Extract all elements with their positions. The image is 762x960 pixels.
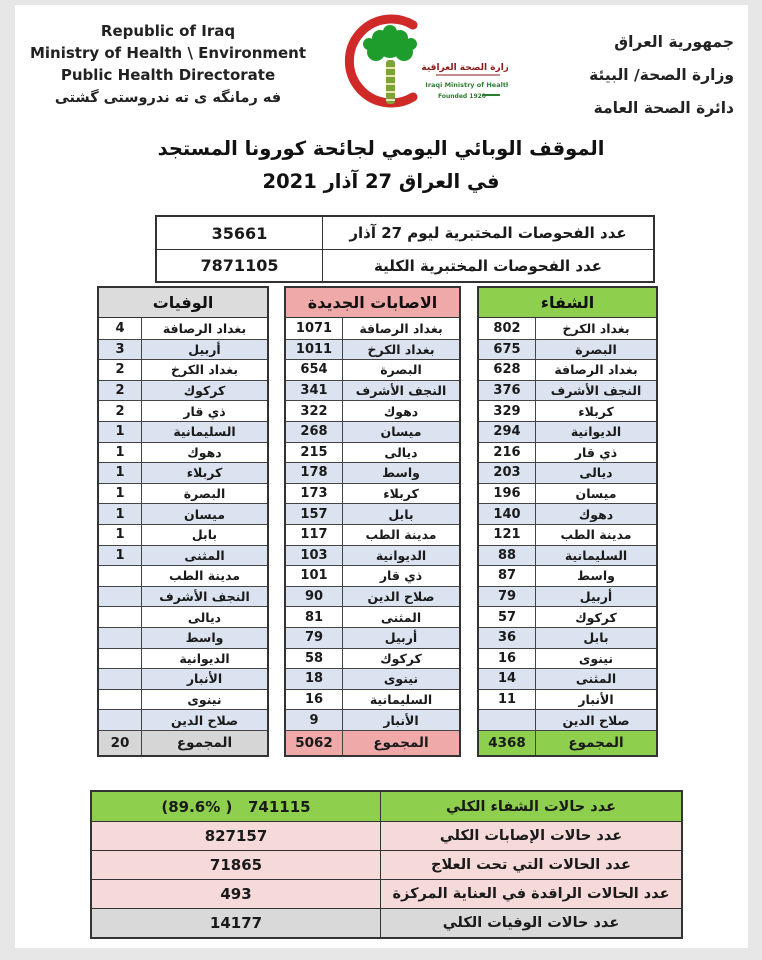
province-value: 675: [493, 341, 521, 357]
province-value: 121: [493, 527, 521, 543]
province-value: 58: [304, 650, 324, 666]
province-name: بابل: [141, 525, 267, 545]
summary-label: عدد الحالات التي تحت العلاج: [380, 851, 681, 879]
table-row: [479, 503, 656, 524]
province-name: نينوى: [141, 690, 267, 710]
province-value: 173: [300, 486, 328, 502]
province-value: 294: [493, 424, 521, 440]
province-name: ذي قار: [141, 401, 267, 421]
logo-svg: [336, 8, 508, 114]
province-value: 103: [300, 547, 328, 563]
table-row: [479, 339, 656, 360]
table-row: [286, 586, 459, 607]
recovered-table-header: الشفاء: [479, 288, 656, 318]
province-value: [99, 628, 141, 648]
province-name: الديوانية: [342, 546, 459, 566]
table-row: [99, 586, 267, 607]
province-value: [99, 669, 141, 689]
province-name: مدينة الطب: [342, 525, 459, 545]
province-value: 81: [304, 609, 324, 625]
table-row: [479, 545, 656, 566]
province-name: مدينة الطب: [141, 566, 267, 586]
province-name: أربيل: [342, 628, 459, 648]
province-name: ميسان: [342, 422, 459, 442]
province-value: 2: [115, 383, 125, 399]
province-name: السليمانية: [141, 422, 267, 442]
daily-tests-row: [157, 217, 653, 249]
province-name: الأنبار: [342, 710, 459, 730]
province-name: صلاح الدين: [342, 587, 459, 607]
table-row: [479, 627, 656, 648]
table-row: [479, 462, 656, 483]
province-value: 87: [497, 568, 517, 584]
province-name: البصرة: [141, 484, 267, 504]
province-name: الديوانية: [535, 422, 656, 442]
province-value: 1: [115, 486, 125, 502]
province-name: ديالى: [342, 443, 459, 463]
province-name: كربلاء: [535, 401, 656, 421]
deaths-table-header: الوفيات: [99, 288, 267, 318]
header-arabic-line2: وزارة الصحة/ البيئة: [589, 66, 734, 84]
province-value: 215: [300, 444, 328, 460]
lab-tests-table: [155, 215, 655, 283]
province-name: بابل: [535, 628, 656, 648]
province-value: 2: [115, 362, 125, 378]
table-total-row: [99, 730, 267, 755]
table-row: [479, 648, 656, 669]
photo-edge: [0, 948, 762, 960]
total-value: 4368: [488, 734, 526, 751]
table-row: [99, 648, 267, 669]
province-name: بغداد الرصافة: [535, 360, 656, 380]
province-name: دهوك: [535, 504, 656, 524]
table-row: [286, 627, 459, 648]
daily-tests-label: عدد الفحوصات المختبرية ليوم 27 آذار: [322, 217, 653, 249]
province-value: [479, 710, 535, 730]
province-name: أربيل: [535, 587, 656, 607]
province-value: 11: [497, 691, 517, 707]
header-arabic-block: [534, 26, 734, 125]
header-english-line1: Republic of Iraq: [100, 22, 236, 40]
province-name: كركوك: [141, 381, 267, 401]
table-row: [286, 503, 459, 524]
summary-row: [92, 850, 681, 879]
logo-arabic-name: وزارة الصحة العراقية: [421, 63, 508, 73]
table-row: [99, 318, 267, 339]
table-row: [286, 709, 459, 730]
table-row: [286, 689, 459, 710]
table-row: [99, 442, 267, 463]
province-value: 16: [304, 691, 324, 707]
province-value: 16: [497, 650, 517, 666]
table-row: [286, 462, 459, 483]
report-title-line1: الموقف الوبائي اليومي لجائحة كورونا المستجد: [157, 137, 605, 160]
province-value: 79: [497, 589, 517, 605]
table-row: [479, 565, 656, 586]
province-value: 268: [300, 424, 328, 440]
total-label: المجموع: [535, 731, 656, 755]
table-row: [286, 565, 459, 586]
province-value: 196: [493, 486, 521, 502]
province-value: 101: [300, 568, 328, 584]
table-row: [99, 380, 267, 401]
table-row: [479, 421, 656, 442]
province-value: 341: [300, 383, 328, 399]
total-tests-value: 7871105: [200, 256, 279, 275]
cumulative-summary-table: [90, 790, 683, 939]
table-total-row: [479, 730, 656, 755]
province-name: ديالى: [535, 463, 656, 483]
province-name: ميسان: [141, 504, 267, 524]
province-value: 216: [493, 444, 521, 460]
province-value: 178: [300, 465, 328, 481]
province-value: 802: [493, 320, 521, 336]
table-row: [99, 339, 267, 360]
summary-row: [92, 879, 681, 908]
province-name: بغداد الكرخ: [535, 318, 656, 339]
province-name: النجف الأشرف: [535, 381, 656, 401]
header-kurdish-line: فه رمانگه ی ته ندروستی گشتی: [54, 90, 282, 106]
table-row: [99, 524, 267, 545]
province-value: 117: [300, 527, 328, 543]
header-arabic-line3: دائرة الصحة العامة: [593, 99, 734, 117]
table-row: [479, 359, 656, 380]
province-name: ديالى: [141, 607, 267, 627]
table-row: [479, 709, 656, 730]
ministry-of-health-logo: [336, 8, 508, 118]
header-arabic-line1: جمهورية العراق: [614, 33, 734, 51]
summary-value: 14177: [209, 914, 263, 932]
province-name: النجف الأشرف: [342, 381, 459, 401]
province-name: بغداد الكرخ: [141, 360, 267, 380]
province-value: 57: [497, 609, 517, 625]
province-name: واسط: [141, 628, 267, 648]
province-name: صلاح الدين: [141, 710, 267, 730]
table-row: [99, 565, 267, 586]
province-value: 140: [493, 506, 521, 522]
daily-tests-value: 35661: [211, 223, 268, 243]
province-name: بغداد الرصافة: [342, 318, 459, 339]
table-row: [479, 668, 656, 689]
table-row: [286, 483, 459, 504]
province-value: 1071: [295, 320, 333, 336]
province-value: 1: [115, 424, 125, 440]
table-row: [479, 442, 656, 463]
table-row: [286, 545, 459, 566]
table-row: [99, 359, 267, 380]
province-name: واسط: [342, 463, 459, 483]
province-name: ميسان: [535, 484, 656, 504]
table-row: [479, 318, 656, 339]
province-value: 2: [115, 403, 125, 419]
province-value: 9: [309, 712, 319, 728]
province-name: بغداد الكرخ: [342, 340, 459, 360]
province-value: 90: [304, 589, 324, 605]
summary-label: عدد حالات الوفيات الكلي: [380, 909, 681, 937]
province-name: كربلاء: [141, 463, 267, 483]
header-english-block: [28, 20, 308, 109]
province-value: [99, 710, 141, 730]
province-name: السليمانية: [342, 690, 459, 710]
total-tests-row: [157, 249, 653, 281]
photo-edge: [748, 0, 762, 960]
province-name: السليمانية: [535, 546, 656, 566]
total-value: 20: [110, 734, 130, 751]
province-value: 18: [304, 671, 324, 687]
table-row: [479, 689, 656, 710]
province-name: واسط: [535, 566, 656, 586]
province-name: المثنى: [342, 607, 459, 627]
province-name: البصرة: [342, 360, 459, 380]
province-value: 88: [497, 547, 517, 563]
province-value: 1: [115, 444, 125, 460]
table-row: [479, 483, 656, 504]
province-name: مدينة الطب: [535, 525, 656, 545]
total-label: المجموع: [342, 731, 459, 755]
table-row: [286, 648, 459, 669]
province-value: 1: [115, 465, 125, 481]
province-name: البصرة: [535, 340, 656, 360]
table-row: [99, 606, 267, 627]
deaths-table: [97, 286, 269, 757]
table-row: [479, 524, 656, 545]
table-row: [99, 689, 267, 710]
photo-edge: [0, 0, 762, 5]
table-row: [286, 359, 459, 380]
table-row: [479, 586, 656, 607]
province-name: أربيل: [141, 340, 267, 360]
province-name: الأنبار: [535, 690, 656, 710]
report-title-line2: في العراق 27 آذار 2021: [262, 170, 500, 193]
province-name: النجف الأشرف: [141, 587, 267, 607]
table-row: [99, 709, 267, 730]
province-value: 322: [300, 403, 328, 419]
table-total-row: [286, 730, 459, 755]
province-name: نينوى: [535, 649, 656, 669]
summary-value: 827157: [204, 827, 268, 845]
province-value: 14: [497, 671, 517, 687]
province-name: صلاح الدين: [535, 710, 656, 730]
province-value: 157: [300, 506, 328, 522]
summary-value: 71865: [209, 856, 263, 874]
province-value: 1: [115, 527, 125, 543]
province-value: 4: [115, 320, 125, 336]
province-value: 1: [115, 547, 125, 563]
summary-row: [92, 821, 681, 850]
province-name: دهوك: [141, 443, 267, 463]
province-value: [99, 566, 141, 586]
summary-label: عدد حالات الإصابات الكلي: [380, 822, 681, 850]
province-name: كركوك: [535, 607, 656, 627]
summary-row: [92, 792, 681, 821]
summary-label: عدد حالات الشفاء الكلي: [380, 792, 681, 821]
province-value: [99, 587, 141, 607]
province-name: الأنبار: [141, 669, 267, 689]
province-name: نينوى: [342, 669, 459, 689]
table-row: [286, 442, 459, 463]
province-value: 1: [115, 506, 125, 522]
table-row: [286, 524, 459, 545]
summary-row: [92, 908, 681, 937]
province-value: 628: [493, 362, 521, 378]
province-value: 1011: [295, 341, 333, 357]
table-row: [286, 318, 459, 339]
total-value: 5062: [295, 734, 333, 751]
new-cases-table-header: الاصابات الجديدة: [286, 288, 459, 318]
palm-tree-icon: [363, 25, 417, 104]
province-name: الديوانية: [141, 649, 267, 669]
report-title: [0, 132, 762, 198]
province-value: 329: [493, 403, 521, 419]
header-english-line2: Ministry of Health \ Environment: [29, 44, 307, 62]
table-row: [479, 606, 656, 627]
province-name: بابل: [342, 504, 459, 524]
province-name: دهوك: [342, 401, 459, 421]
summary-label: عدد الحالات الراقدة في العناية المركزة: [380, 880, 681, 908]
province-name: بغداد الرصافة: [141, 318, 267, 339]
province-value: 79: [304, 630, 324, 646]
header-english-line3: Public Health Directorate: [60, 66, 276, 84]
table-row: [99, 400, 267, 421]
province-name: المثنى: [141, 546, 267, 566]
province-value: 654: [300, 362, 328, 378]
table-row: [286, 380, 459, 401]
total-tests-label: عدد الفحوصات المختبرية الكلية: [322, 250, 653, 281]
summary-value: 493: [220, 885, 252, 903]
province-value: 203: [493, 465, 521, 481]
province-value: [99, 607, 141, 627]
province-name: المثنى: [535, 669, 656, 689]
new-cases-table: [284, 286, 461, 757]
logo-english-name: Iraqi Ministry of Health: [425, 81, 508, 89]
table-row: [99, 483, 267, 504]
table-row: [286, 339, 459, 360]
province-value: 36: [497, 630, 517, 646]
table-row: [99, 545, 267, 566]
table-row: [99, 421, 267, 442]
table-row: [99, 503, 267, 524]
province-name: ذي قار: [535, 443, 656, 463]
table-row: [286, 421, 459, 442]
table-row: [99, 627, 267, 648]
province-value: [99, 649, 141, 669]
province-name: ذي قار: [342, 566, 459, 586]
table-row: [479, 400, 656, 421]
total-label: المجموع: [141, 731, 267, 755]
province-name: كركوك: [342, 649, 459, 669]
table-row: [286, 400, 459, 421]
table-row: [99, 462, 267, 483]
province-value: 3: [115, 341, 125, 357]
recovered-table: [477, 286, 658, 757]
table-row: [286, 606, 459, 627]
logo-founded-text: Founded 1920: [438, 93, 486, 100]
table-row: [286, 668, 459, 689]
province-name: كربلاء: [342, 484, 459, 504]
province-value: 376: [493, 383, 521, 399]
photo-edge: [0, 0, 15, 960]
table-row: [479, 380, 656, 401]
summary-value: (89.6% ) 741115: [161, 797, 311, 816]
province-value: [99, 690, 141, 710]
table-row: [99, 668, 267, 689]
